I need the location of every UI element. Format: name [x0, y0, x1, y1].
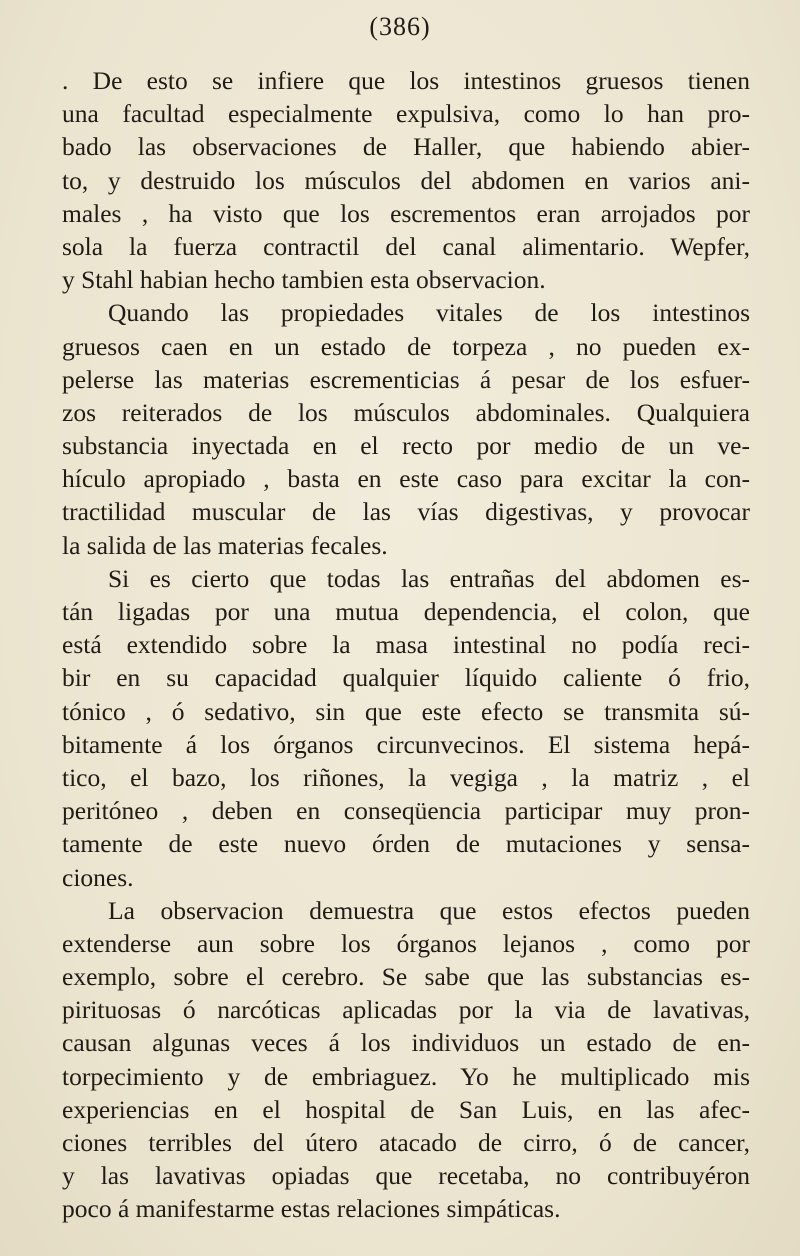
text-line: pelerse las materias escrementicias á pesar de los esfuer- [62, 364, 750, 394]
text-line: extenderse aun sobre los órganos lejanos , como por [62, 928, 750, 958]
text-line: y las lavativas opiadas que recetaba, no contribuyéron [62, 1161, 750, 1191]
text-line: bitamente á los órganos circunvecinos. El sistema hepá- [62, 729, 750, 759]
text-line: Quando las propiedades vitales de los intestinos [108, 298, 750, 328]
text-line: tónico , ó sedativo, sin que este efecto se transmita sú- [62, 696, 750, 726]
text-line: La observacion demuestra que estos efectos pueden [108, 895, 750, 925]
text-line: poco á manifestarme estas relaciones simpáticas. [62, 1194, 561, 1224]
text-line: y Stahl habian hecho tambien esta observacion. [62, 265, 546, 295]
text-line: experiencias en el hospital de San Luis, en las afec- [62, 1094, 750, 1124]
text-line: tamente de este nuevo órden de mutaciones y sensa- [62, 829, 750, 859]
paragraph [62, 562, 750, 894]
text-line: torpecimiento y de embriaguez. Yo he multiplicado mis [62, 1061, 750, 1091]
text-line: causan algunas veces á los individuos un estado de en- [62, 1028, 750, 1058]
paragraph [62, 64, 750, 296]
text-line: . De esto se infiere que los intestinos gruesos tienen [62, 66, 750, 95]
text-line: peritóneo , deben en conseqüencia participar muy pron- [62, 796, 750, 826]
text-line: bir en su capacidad qualquier líquido caliente ó frio, [62, 663, 750, 693]
paragraph [62, 894, 750, 1226]
text-line: zos reiterados de los músculos abdominales. Qualquiera [62, 397, 750, 427]
page-number: (386) [369, 12, 431, 41]
text-line: está extendido sobre la masa intestinal no podía reci- [62, 630, 750, 660]
text-line: tán ligadas por una mutua dependencia, el colon, que [62, 597, 750, 626]
text-line: ciones. [62, 862, 134, 892]
text-line: gruesos caen en un estado de torpeza , no pueden ex- [62, 331, 750, 361]
text-line: pirituosas ó narcóticas aplicadas por la via de lavativas, [62, 995, 750, 1025]
text-line: la salida de las materias fecales. [62, 530, 388, 560]
text-line: tico, el bazo, los riñones, la vegiga , la matriz , el [62, 762, 750, 792]
text-line: to, y destruido los músculos del abdomen en varios ani- [62, 165, 750, 195]
text-line: tractilidad muscular de las vías digestivas, y provocar [62, 497, 750, 527]
text-line: una facultad especialmente expulsiva, como lo han pro- [62, 99, 750, 129]
text-line: hículo apropiado , basta en este caso para excitar la con- [62, 464, 750, 494]
text-line: males , ha visto que los escrementos eran arrojados por [62, 198, 750, 228]
body-text [62, 64, 750, 1226]
paragraph [62, 296, 750, 562]
text-line: ciones terribles del útero atacado de cirro, ó de cancer, [62, 1128, 750, 1157]
text-line: exemplo, sobre el cerebro. Se sabe que las substancias es- [62, 962, 750, 992]
text-line: substancia inyectada en el recto por medio de un ve- [62, 431, 750, 461]
text-line: sola la fuerza contractil del canal alimentario. Wepfer, [62, 231, 750, 261]
text-line: Si es cierto que todas las entrañas del abdomen es- [108, 563, 750, 593]
text-line: bado las observaciones de Haller, que habiendo abier- [62, 132, 750, 162]
